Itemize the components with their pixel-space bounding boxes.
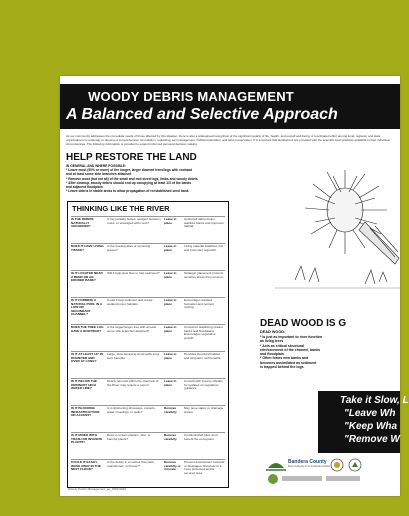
row-detail: Large, slow decaying wood adds long-term benefits. <box>107 352 160 360</box>
restore-item: * Leave debris in stable areas to allow propagation of reestablished seed bank <box>66 189 189 194</box>
slogan-box <box>318 391 409 453</box>
restore-item: * Remove most (but not all) of the small and mid sized logs, limbs and woody debris <box>66 176 198 181</box>
flyer-title: WOODY DEBRIS MANAGEMENT <box>88 89 294 104</box>
restore-subheading: IN GENERAL AND WHERE POSSIBLE: <box>66 164 127 168</box>
title-banner <box>60 84 400 129</box>
row-reason: Provides structural habitat and long-term soil benefits. <box>184 352 222 360</box>
row-detail: Is the tree/log alive or sprouting leaves? <box>107 244 151 252</box>
table-row <box>71 378 225 400</box>
partner-logo-bar <box>326 476 360 481</box>
row-question: IS THE DEBRIS NATURALLY ANCHORED? <box>71 217 94 229</box>
thinking-heading: THINKING LIKE THE RIVER <box>72 204 170 213</box>
table-row <box>71 216 225 238</box>
row-detail: Is the larger/longer tree with at least some side branches attached? <box>107 325 157 333</box>
root-wad-illustration <box>275 162 400 307</box>
table-row <box>71 351 225 373</box>
dead-wood-item: is trapped behind the logs <box>260 365 304 370</box>
row-question: COULD IT EASILY WASH AWAY IN THE NEXT FLOOD? <box>71 460 101 472</box>
dead-wood-item: and floodplain <box>260 352 284 357</box>
slogan-line: "Keep Wha <box>344 421 398 432</box>
leaf-logo-icon <box>266 473 280 485</box>
dead-wood-item: reinforcement of the channel, banks <box>260 347 321 352</box>
slogan-line: "Remove W <box>344 434 400 445</box>
row-reason: Strategic placement protects sensitive areas from erosion. <box>184 271 224 279</box>
row-question: IS IT AT LEAST 10" IN DIAMETER AND OVER 10' LONG? <box>71 352 103 364</box>
row-detail: Could it trap sediment and create wetland micro habitats <box>107 298 153 306</box>
row-reason: Anchored debris helps stabilize banks and improves habitat. <box>184 217 224 229</box>
row-action: Remove carefully <box>164 433 177 441</box>
row-reason: May pose safety or drainage issues. <box>184 406 224 414</box>
footer-code: Woody Debris Management_ae_0002.0919 <box>68 487 126 491</box>
flyer-subtitle: A Balanced and Selective Approach <box>66 106 338 123</box>
table-row <box>71 432 225 454</box>
row-question: DOES THE TREE LOG HAVE A ROOTWAD? <box>71 325 104 333</box>
table-row <box>71 270 225 292</box>
county-logo-subtext: River Authority & Groundwater District <box>288 465 331 468</box>
row-action: Leave in place <box>164 325 177 333</box>
row-question: IS IT FORMING A NATURAL POOL IN A LOW OR SECONDARY CHANNEL? <box>71 298 103 317</box>
table-row <box>71 405 225 427</box>
dead-wood-item: as living trees <box>260 339 284 344</box>
row-action: Leave in place <box>164 217 177 225</box>
partner-logo-bar <box>282 476 322 481</box>
row-action: Leave in place <box>164 379 177 387</box>
dead-wood-heading: DEAD WOOD IS G <box>260 318 347 329</box>
row-detail: Is log partially buried, wedged between rocks, or entangled with roots? <box>107 217 161 225</box>
row-detail: Debris removal within the channels of the River may require a permit <box>107 379 159 387</box>
county-logo-text: Bandera County <box>288 459 327 465</box>
intro-paragraph: As our community addresses the immediate needs of those affected by this disaster, there is also a widespread recognition of the significant quality of life, health, and overall well-being. A coordinated effort among local, regional, and state organizations is underway to develop a comprehensive remediation, replanting, soil management, habitat restoration, and land conservation. It is important that landowners are provided with the scientific best practices available to their individual circumstances. The following information is provided to support informed personal decision making. <box>66 134 390 146</box>
slogan-line: "Leave Wh <box>344 408 396 419</box>
table-row <box>71 459 225 487</box>
row-action: Leave in place <box>164 244 177 252</box>
restore-item: and at least some side branches attached <box>66 172 132 177</box>
row-action: Leave in place <box>164 352 177 360</box>
table-row <box>71 324 225 346</box>
row-reason: Encourages wetland formation and nutrient cycling. <box>184 298 215 310</box>
dead-wood-item: becomes assimilated as sediment <box>260 360 317 365</box>
row-reason: Crucial for stabilizing stream banks and floodplains. Encourages vegetative growth. <box>184 325 223 340</box>
restore-item: and adjacent floodplain <box>66 185 103 190</box>
table-row <box>71 243 225 265</box>
flyer-document <box>60 76 409 496</box>
dead-wood-item: * Often forms new banks and <box>260 356 309 361</box>
row-action: Leave in place <box>164 271 177 279</box>
row-question: DOES IT HAVE LIVING TISSUE? <box>71 244 104 252</box>
restore-list <box>66 164 281 193</box>
row-reason: Consult with County officials for updates on regulatory guidance <box>184 379 223 391</box>
seal-icon <box>330 458 344 472</box>
seal-icon <box>348 458 362 472</box>
thinking-like-the-river-table <box>67 201 229 488</box>
partner-logos <box>260 456 400 486</box>
table-row <box>71 297 225 319</box>
partner-logo-icon <box>266 458 286 472</box>
row-detail: Will it help slow flow or trap sediment? <box>107 271 160 275</box>
restore-item: * After cleanup, woody debris should end up occupying at least 1/3 of the banks <box>66 180 192 185</box>
dead-wood-label: DEAD WOOD: <box>260 330 286 334</box>
dead-wood-item: * Is just as important to river function <box>260 335 323 339</box>
restore-heading: HELP RESTORE THE LAND <box>66 152 197 163</box>
row-action: Remove carefully or relocate <box>164 460 181 472</box>
row-reason: Prevent downstream hazards or blockages. Relocate to a more protected and/or secured area. <box>184 460 225 475</box>
row-detail: Is the debris in an active flow path, unanchored, or broken? <box>107 460 155 468</box>
row-action: Remove carefully <box>164 406 177 414</box>
row-detail: Does it contain plastics, wire, or harmful plants? <box>107 433 151 441</box>
row-question: IS IT MIXED WITH TRASH OR INVASIVE PLANTS? <box>71 433 103 445</box>
slogan-line: Take it Slow, L <box>340 395 409 406</box>
row-question: IS IT BLOCKING INFRASTRUCTURE OR ACCESS? <box>71 406 100 418</box>
dead-wood-item: * Acts as critical structural <box>260 343 305 348</box>
row-reason: Contaminated piles don't benefit the ecosystem. <box>184 433 218 441</box>
row-reason: Living material stabilizes soil and promotes regrowth. <box>184 244 224 252</box>
restore-item: * Leave most (50% or more) of the longer, larger downed trees/logs with rootwad <box>66 168 193 173</box>
dead-wood-list <box>260 335 400 369</box>
row-detail: Is it obstructing driveways, culverts, water crossings, or walls? <box>107 406 156 414</box>
row-action: Leave in place <box>164 298 177 306</box>
row-question: IS IT LOCATED NEAR A BEND OR AN ERODED BANK? <box>71 271 103 283</box>
row-question: IS IT BELOW THE ORDINARY HIGH WATER LINE? <box>71 379 97 391</box>
